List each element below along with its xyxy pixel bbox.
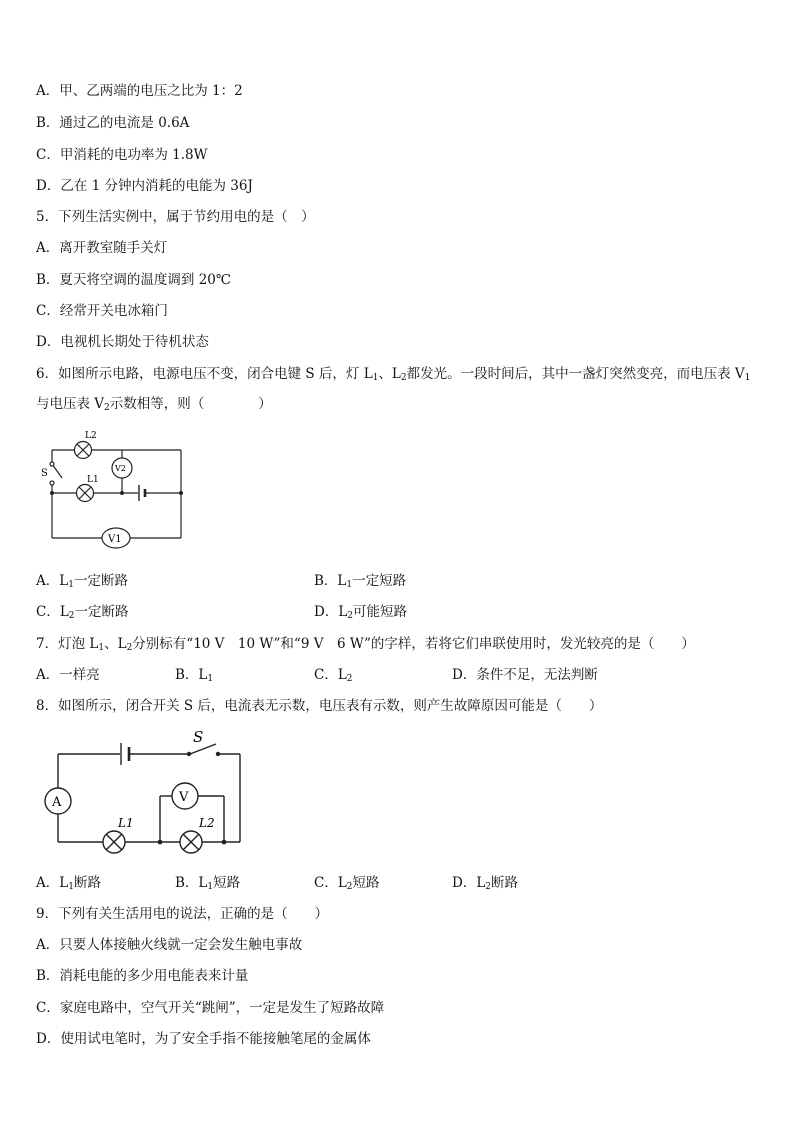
q6-option-d: D．$L_2$可能短路 [314, 604, 408, 621]
q8-option-c: C．$L_2$短路 [314, 875, 380, 892]
q6-stem-line1: 6．如图所示电路，电源电压不变，闭合电键 S 后，灯 $L_1$、$L_2$都发光。一段时间后，其中一盏灯突然变亮，而电压表 $V_1$ [36, 366, 751, 383]
q7-option-c: C．$L_2$ [314, 667, 353, 684]
q5-option-a: A．离开教室随手关灯 [36, 240, 168, 256]
q8-fig-label-l2: L2 [199, 816, 215, 830]
q6-fig-label-l1: L1 [87, 475, 99, 485]
q9-option-c: C．家庭电路中，空气开关“跳闸”，一定是发生了短路故障 [36, 1000, 385, 1016]
q4-option-d: D．乙在 1 分钟内消耗的电能为 36J [36, 178, 253, 194]
q8-option-d: D．$L_2$断路 [452, 875, 519, 892]
q6-fig-label-l2: L2 [85, 431, 97, 441]
q6-fig-label-v1: V1 [108, 534, 122, 545]
q8-option-a: A．$L_1$断路 [36, 875, 101, 892]
q9-option-b: B．消耗电能的多少用电能表来计量 [36, 968, 249, 984]
q5-stem: 5．下列生活实例中，属于节约用电的是（ ） [36, 209, 315, 225]
q5-option-c: C．经常开关电冰箱门 [36, 303, 168, 319]
q7-stem: 7．灯泡 $L_1$、$L_2$分别标有“10 V 10 W”和“9 V 6 W”的字样，若将它们串联使用时，发光较亮的是（ ） [36, 636, 695, 653]
q7-option-a: A．一样亮 [36, 667, 100, 683]
q8-fig-label-l1: L1 [118, 816, 134, 830]
q6-option-c: C．$L_2$一定断路 [36, 604, 129, 621]
q6-stem-line2: 与电压表 $V_2$示数相等，则（ ） [36, 396, 272, 413]
q8-circuit-diagram [38, 728, 248, 858]
q6-fig-label-s: S [41, 468, 48, 479]
q4-option-b: B．通过乙的电流是 0.6A [36, 115, 190, 131]
q6-option-b: B．$L_1$一定短路 [314, 573, 407, 590]
q6-option-a: A．$L_1$一定断路 [36, 573, 128, 590]
q6-fig-label-v2: V2 [115, 464, 126, 473]
q8-option-b: B．$L_1$短路 [175, 875, 241, 892]
q8-stem: 8．如图所示，闭合开关 S 后，电流表无示数，电压表有示数，则产生故障原因可能是（ ） [36, 698, 603, 714]
q5-option-d: D．电视机长期处于待机状态 [36, 334, 209, 350]
q8-fig-label-s: S [193, 728, 204, 746]
q9-option-d: D．使用试电笔时，为了安全手指不能接触笔尾的金属体 [36, 1031, 371, 1047]
q8-fig-label-a: A [52, 795, 62, 810]
q5-option-b: B．夏天将空调的温度调到 20℃ [36, 272, 231, 288]
q8-fig-label-v: V [179, 790, 189, 805]
q6-circuit-diagram [38, 428, 188, 553]
q9-stem: 9．下列有关生活用电的说法，正确的是（ ） [36, 906, 329, 922]
q9-option-a: A．只要人体接触火线就一定会发生触电事故 [36, 937, 303, 953]
q7-option-b: B．$L_1$ [175, 667, 214, 684]
q4-option-c: C．甲消耗的电功率为 1.8W [36, 147, 208, 163]
q7-option-d: D．条件不足，无法判断 [452, 667, 598, 683]
q4-option-a: A．甲、乙两端的电压之比为 1：2 [36, 83, 243, 99]
